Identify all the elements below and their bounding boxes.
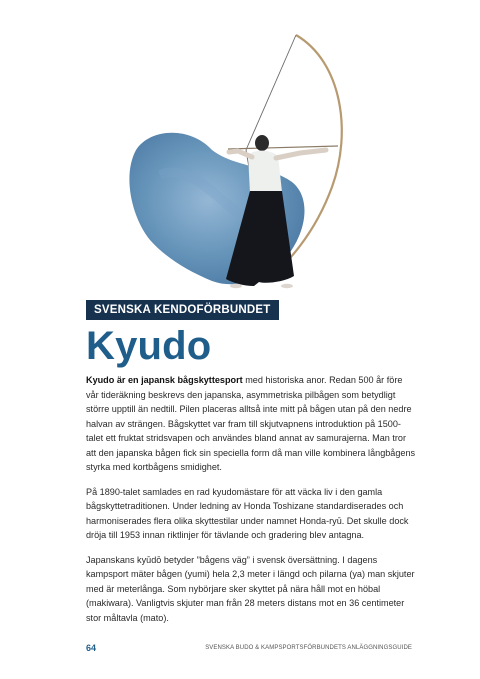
hero-illustration bbox=[0, 0, 480, 310]
page-title: Kyudo bbox=[86, 324, 212, 368]
article-body bbox=[86, 373, 416, 635]
paragraph-2: På 1890-talet samlades en rad kyudomästare för att väcka liv i den gamla bågskyttetraditionen. Under ledning av Honda Toshizane standardiserades och harmoniserades flera olika skyttestilar under namnet Honda-ryū. Det skulle dock dröja till 1953 innan riktlinjer för tävlande och gradering blev antagna. bbox=[86, 486, 409, 540]
org-label: SVENSKA KENDOFÖRBUNDET bbox=[86, 300, 279, 320]
lead-text: Kyudo är en japansk bågskyttesport bbox=[86, 375, 243, 385]
paragraph-3: Japanskans kyūdō betyder ”bågens väg” i svensk översättning. I dagens kampsport mäter bågen (yumi) hela 2,3 meter i längd och pilarna (ya) man skjuter med är meterlånga. Som nybörjare sker skyttet på nära håll mot en höbal (makiwara). Vanligtvis skjuter man från 28 meters distans mot en 36 centimeter stor måltavla (mato). bbox=[86, 554, 415, 623]
archer-illustration bbox=[0, 0, 480, 310]
paragraph-1 bbox=[86, 373, 416, 475]
archer-head bbox=[255, 135, 269, 151]
bow-string bbox=[246, 35, 296, 150]
paragraph-1-rest: med historiska anor. Redan 500 år före vår tideräkning beskrevs den japanska, asymmetriska pilbågen som betydligt större upptill än nedtill. Pilen placeras alltså inte mitt på bågen utan på den nedre halvan av strängen. Bågskyttet var fram till skjutvapnens introduktion på 1500-talet ett fruktat stridsvapen och användes bland annat av samurajerna. Man tror att den japanska bågen fick sin speciella form då man ville kombinera långbågens styrka med kortbågens smidighet. bbox=[86, 375, 416, 472]
page-number: 64 bbox=[86, 643, 97, 653]
footer-guide-title: SVENSKA BUDO & KAMPSPORTSFÖRBUNDETS ANLÄGGNINGSGUIDE bbox=[205, 645, 412, 651]
